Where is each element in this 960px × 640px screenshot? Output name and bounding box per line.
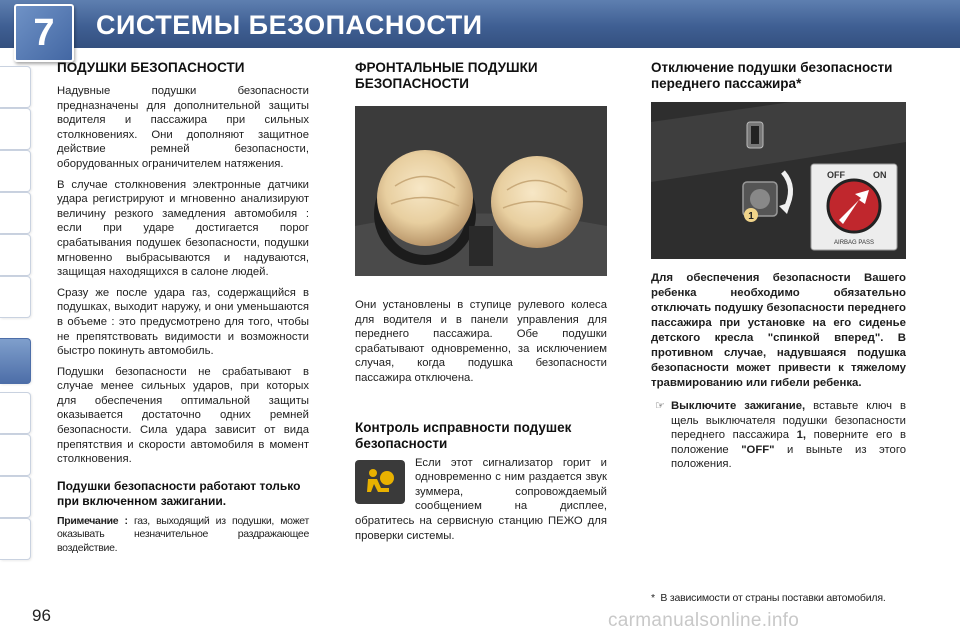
- section-heading: Отключение подушки безопасности переднего пассажира*: [651, 60, 893, 91]
- footnote-mark: *: [651, 592, 655, 604]
- airbag-warning-icon: [355, 460, 405, 504]
- page-header: [0, 0, 960, 48]
- instruction-item: [651, 399, 906, 478]
- instruction-bold: "OFF": [741, 443, 775, 456]
- chapter-tab[interactable]: [0, 434, 31, 476]
- paragraph: Сразу же после удара газ, содержащийся в подушках, выходит наружу, и они уменьшаются в объеме : это предусмотрено для того, чтобы не препятствовать видимости и возможности быстро покинуть автомобиль.: [57, 286, 309, 358]
- instruction-text: [671, 399, 906, 472]
- column-passenger-airbag-off: [651, 60, 906, 478]
- column-airbags-intro: [57, 60, 309, 561]
- bold-notice: Подушки безопасности работают только при включенном зажигании.: [57, 478, 301, 508]
- page-title: СИСТЕМЫ БЕЗОПАСНОСТИ: [96, 10, 483, 40]
- watermark: carmanualsonline.info: [608, 610, 800, 631]
- switch-off-label: OFF: [827, 170, 845, 180]
- page-number: 96: [32, 606, 51, 625]
- chapter-tab[interactable]: [0, 476, 31, 518]
- note-label: Примечание :: [57, 514, 128, 527]
- paragraph: Подушки безопасности не срабатывают в случае менее сильных ударов, при которых для обеспечения оптимальной защиты оказывается достаточно одних ремней безопасности. Сила удара зависит от вида препятствия и скорости автомобиля в момент столкновения.: [57, 365, 309, 466]
- footnote: [651, 592, 886, 604]
- warning-light-block: [355, 456, 607, 544]
- column-front-airbags: [355, 60, 607, 549]
- paragraph: Если этот сигнализатор горит и одновременно с ним раздается звук зуммера, сопровождаемый сообщением на дисплее, обратитесь на сервисную станцию ПЕЖО для проверки системы.: [355, 456, 607, 542]
- switch-number-label: 1: [748, 211, 754, 222]
- switch-on-label: ON: [873, 170, 887, 180]
- chapter-tab[interactable]: [0, 108, 31, 150]
- section-heading: ПОДУШКИ БЕЗОПАСНОСТИ: [57, 60, 245, 75]
- instruction-part: поверните его в положение: [671, 429, 906, 456]
- airbag-pass-label: AIRBAG PASS: [834, 240, 874, 246]
- warning-paragraph: Для обеспечения безопасности Вашего ребенка необходимо обязательно отключать подушку безопасности переднего пассажира при установке на его сиденье детского кресла "спинкой вперед". В противном случае, надувшаяся подушка безопасности может привести к тяжелому травмированию или гибели ребенка.: [651, 272, 906, 389]
- chapter-tab-active[interactable]: [0, 338, 31, 384]
- chapter-tab[interactable]: [0, 276, 31, 318]
- note-text: газ, выходящий из подушки, может оказывать незначительное раздражающее воздействие.: [57, 514, 310, 554]
- instruction-bold: 1,: [796, 429, 807, 442]
- paragraph: Они установлены в ступице рулевого колеса для водителя и в панели управления для переднего пассажира. Обе подушки срабатывают одновременно, за исключением случая, когда подушка безопасности пассажира отключена.: [355, 299, 607, 384]
- chapter-tab[interactable]: [0, 66, 31, 108]
- note: [57, 515, 309, 556]
- pointing-hand-icon: ☞: [655, 400, 665, 412]
- chapter-tab[interactable]: [0, 150, 31, 192]
- chapter-tab[interactable]: [0, 192, 31, 234]
- instruction-bold: Выключите зажигание,: [671, 400, 806, 412]
- section-heading-check: Контроль исправности подушек безопасности: [355, 419, 572, 451]
- chapter-tab[interactable]: [0, 234, 31, 276]
- section-heading: ФРОНТАЛЬНЫЕ ПОДУШКИ БЕЗОПАСНОСТИ: [355, 60, 538, 91]
- airbag-switch-illustration: [651, 102, 906, 259]
- paragraph: В случае столкновения электронные датчики удара регистрируют и мгновенно анализируют величину резкого замедления автомобиля : если при ударе достигается порог срабатывания подушек безопасности, подушки мгновенно выбрасываются и надуваются, защищая находящихся в салоне людей.: [57, 178, 309, 279]
- paragraph: Надувные подушки безопасности предназначены для дополнительной защиты водителя и пассажира при сильных столкновениях. Они дополняют защитное действие ремней безопасности, оборудованных ограничителем натяжения.: [57, 85, 309, 170]
- instruction-part: вставьте ключ в щель выключателя подушки безопасности переднего пассажира: [671, 400, 906, 442]
- front-airbags-illustration: [355, 106, 607, 276]
- chapter-number-badge: 7: [14, 4, 74, 62]
- chapter-tabs: [0, 66, 34, 576]
- chapter-tab[interactable]: [0, 392, 31, 434]
- footnote-text: В зависимости от страны поставки автомобиля.: [660, 592, 886, 604]
- chapter-tab[interactable]: [0, 518, 31, 560]
- instruction-part: и выньте из этого положения.: [671, 443, 906, 471]
